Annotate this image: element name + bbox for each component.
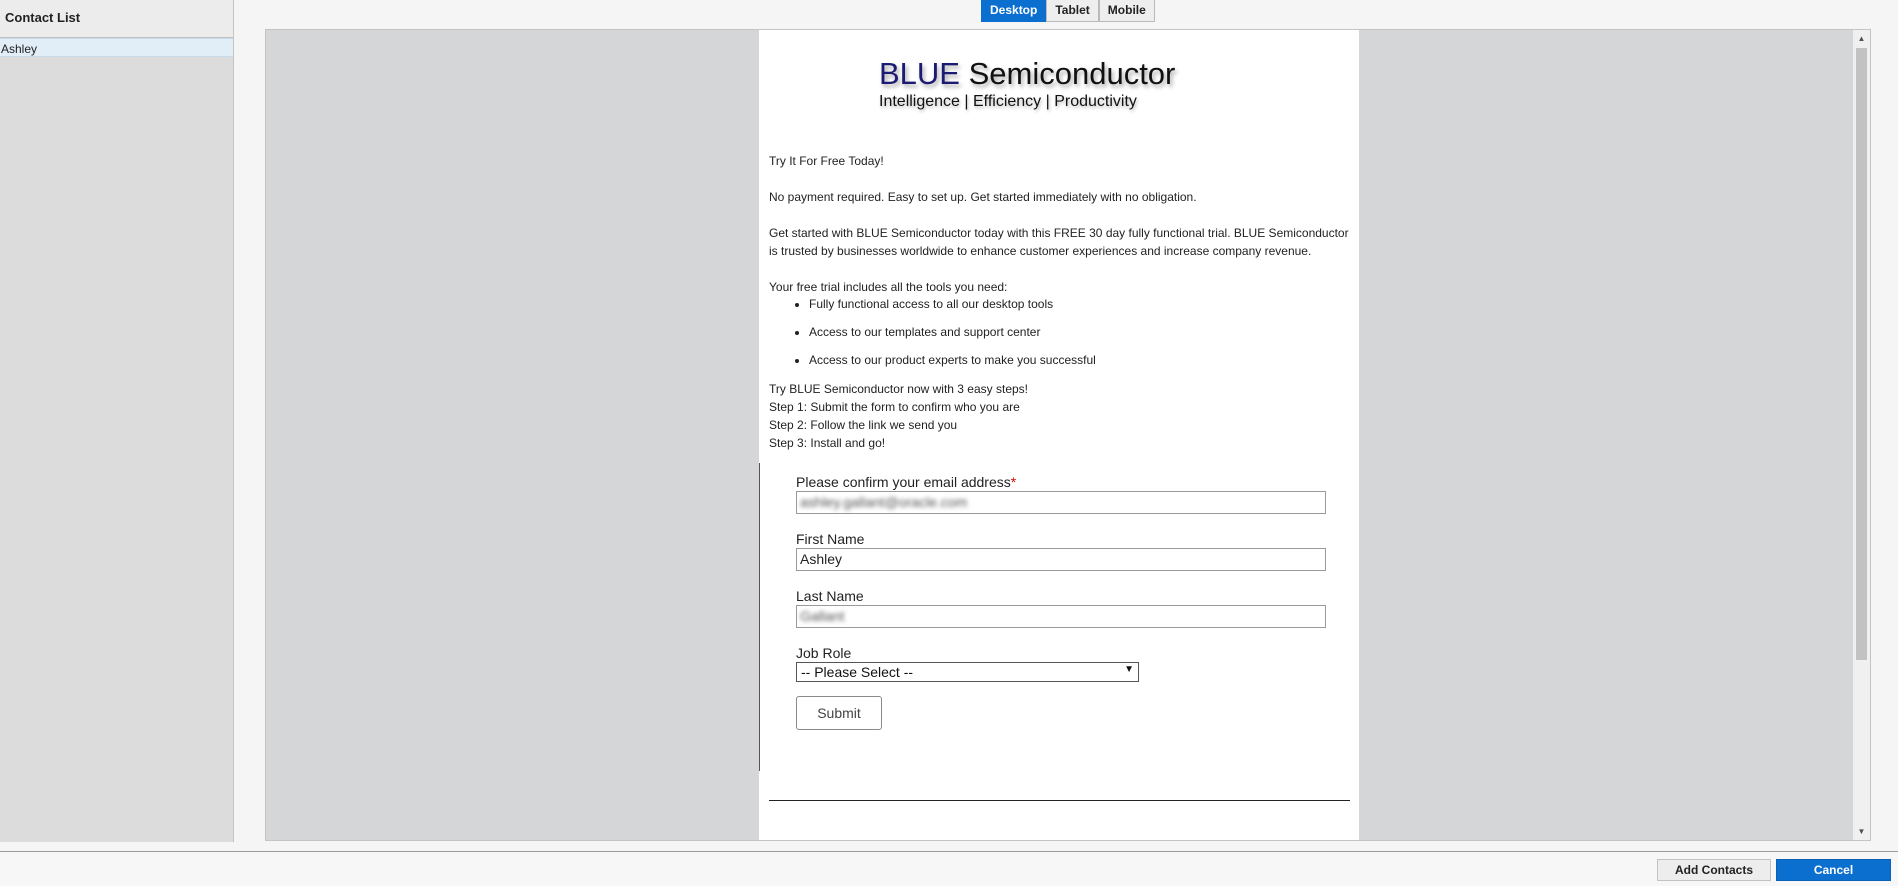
brand-tagline: Intelligence | Efficiency | Productivity [879, 93, 1137, 110]
required-mark: * [1010, 474, 1017, 490]
footer-bar [0, 851, 1898, 886]
email-field[interactable] [796, 491, 1326, 514]
triangle-down-icon[interactable]: ▼ [1857, 827, 1866, 836]
email-preview-area [265, 29, 1871, 841]
contact-list-panel [0, 0, 234, 842]
job-role-select[interactable] [796, 662, 1139, 682]
email-field-value: ashley.gallant@oracle.com [800, 494, 968, 510]
signup-form [759, 463, 1359, 771]
steps-intro: Try BLUE Semiconductor now with 3 easy steps! [769, 382, 1028, 396]
submit-button[interactable]: Submit [796, 696, 882, 730]
add-contacts-button[interactable]: Add Contacts [1657, 859, 1771, 881]
cancel-button[interactable]: Cancel [1776, 859, 1891, 881]
first-name-field[interactable] [796, 548, 1326, 571]
description-paragraph: Get started with BLUE Semiconductor today with this FREE 30 day fully functional trial. BLUE Semiconductor is trusted by businesses worldwide to enhance customer experiences and increase company revenue. [769, 226, 1349, 258]
tab-tablet[interactable]: Tablet [1046, 0, 1098, 22]
device-tabs [981, 0, 1155, 22]
divider [769, 800, 1350, 801]
brand-logo [879, 56, 1175, 92]
feature-list [769, 295, 1096, 379]
preview-scrollbar[interactable] [1853, 30, 1870, 840]
logo-rest-text: Semiconductor [959, 56, 1176, 91]
last-name-label: Last Name [796, 588, 864, 604]
intro-paragraph: No payment required. Easy to set up. Get started immediately with no obligation. [769, 190, 1197, 204]
job-role-label: Job Role [796, 645, 852, 661]
tab-desktop[interactable]: Desktop [981, 0, 1046, 22]
last-name-value: Gallant [800, 608, 845, 624]
step-1: Step 1: Submit the form to confirm who you are [769, 400, 1020, 414]
logo-blue-text: BLUE [879, 56, 960, 91]
list-item: • Fully functional access to all our desktop tools [809, 295, 1096, 323]
email-label-text: Please confirm your email address [796, 474, 1011, 490]
scrollbar-thumb[interactable] [1856, 48, 1867, 660]
step-2: Step 2: Follow the link we send you [769, 418, 958, 432]
step-3: Step 3: Install and go! [769, 436, 886, 450]
email-page [759, 30, 1359, 841]
list-item: • Access to our templates and support center [809, 323, 1096, 351]
last-name-field[interactable] [796, 605, 1326, 628]
tools-intro: Your free trial includes all the tools you need: [769, 280, 1008, 294]
job-role-selected: -- Please Select -- [801, 664, 914, 680]
contact-list-item[interactable]: Ashley [0, 38, 233, 57]
intro-heading: Try It For Free Today! [769, 154, 884, 168]
email-label [796, 474, 1016, 490]
first-name-value: Ashley [800, 551, 843, 567]
list-item: • Access to our product experts to make you successful [809, 351, 1096, 379]
tab-mobile[interactable]: Mobile [1099, 0, 1155, 22]
triangle-up-icon[interactable]: ▲ [1857, 34, 1866, 43]
first-name-label: First Name [796, 531, 865, 547]
triangle-down-icon: ▼ [1124, 664, 1134, 675]
contact-list-title: Contact List [0, 0, 233, 38]
